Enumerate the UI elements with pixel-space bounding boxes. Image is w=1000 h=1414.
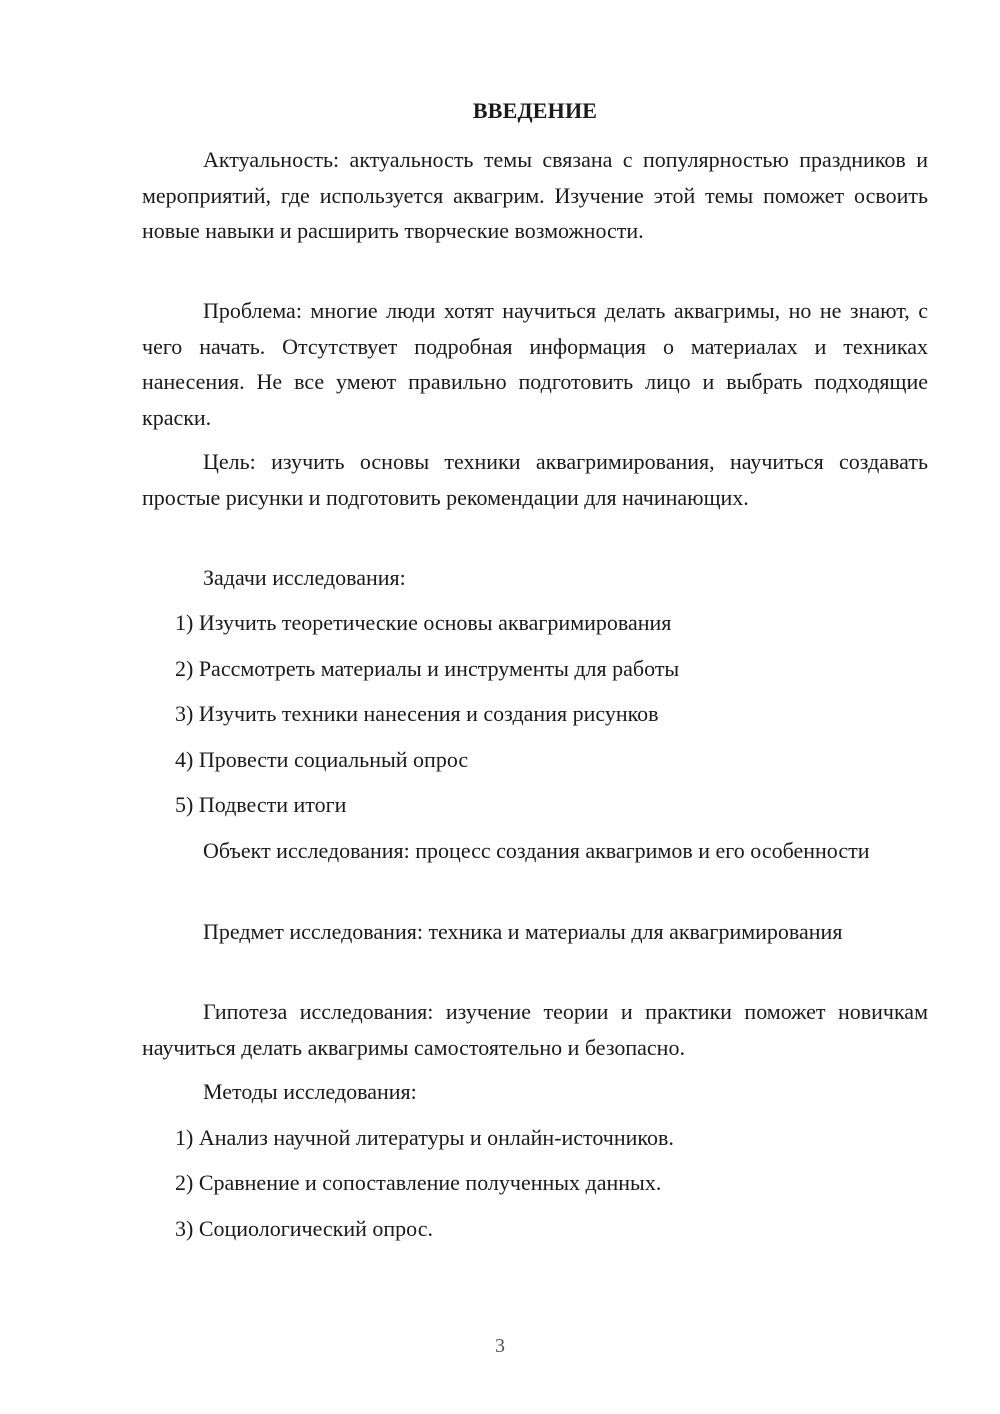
object-paragraph: Объект исследования: процесс создания аквагримов и его особенности [203, 838, 870, 863]
methods-list-item: 1) Анализ научной литературы и онлайн-источников. [175, 1125, 674, 1150]
tasks-list-item: 2) Рассмотреть материалы и инструменты для работы [175, 656, 680, 681]
page-title: ВВЕДЕНИЕ [472, 98, 598, 123]
methods-heading: Методы исследования: [203, 1079, 417, 1104]
relevance-paragraph: Актуальность: актуальность темы связана с популярностью праздников и мероприятий, где используется аквагрим. Изучение этой темы поможет освоить новые навыки и расширить творческие возможности. [142, 147, 928, 243]
problem-paragraph: Проблема: многие люди хотят научиться делать аквагримы, но не знают, с чего начать. Отсутствует подробная информация о материалах и техниках нанесения. Не все умеют правильно подготовить лицо и выбрать подходящие краски. [142, 298, 928, 430]
tasks-list-item: 5) Подвести итоги [175, 792, 347, 817]
goal-paragraph: Цель: изучить основы техники аквагримирования, научиться создавать простые рисунки и подготовить рекомендации для начинающих. [142, 449, 928, 510]
methods-list-item: 3) Социологический опрос. [175, 1216, 433, 1241]
tasks-heading: Задачи исследования: [203, 565, 406, 590]
hypothesis-paragraph: Гипотеза исследования: изучение теории и практики поможет новичкам научиться делать аквагримы самостоятельно и безопасно. [142, 999, 928, 1060]
page-number: 3 [495, 1335, 505, 1357]
tasks-list-item: 3) Изучить техники нанесения и создания рисунков [175, 701, 659, 726]
tasks-list-item: 4) Провести социальный опрос [175, 747, 469, 772]
subject-paragraph: Предмет исследования: техника и материалы для аквагримирования [203, 919, 843, 944]
methods-list-item: 2) Сравнение и сопоставление полученных данных. [175, 1170, 662, 1195]
tasks-list-item: 1) Изучить теоретические основы аквагримирования [175, 610, 672, 635]
